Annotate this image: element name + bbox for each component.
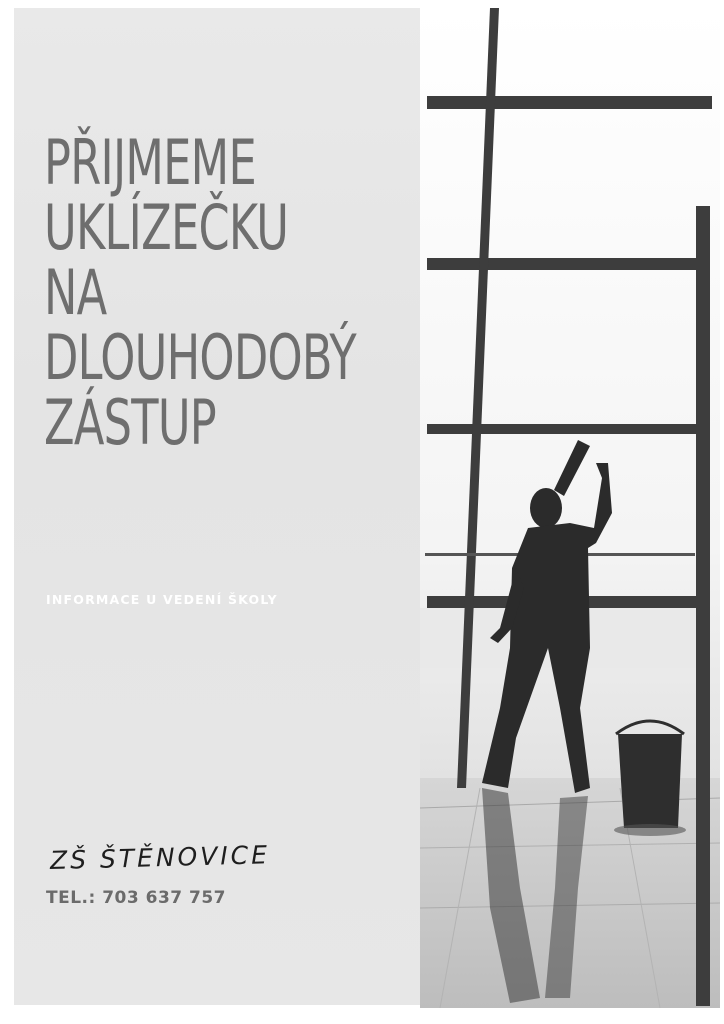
headline-line: PŘIJMEME [44, 126, 256, 199]
bucket [614, 721, 686, 836]
headline-line: NA [44, 256, 107, 329]
info-note: INFORMACE U VEDENÍ ŠKOLY [46, 592, 278, 607]
cleaner-photo [420, 8, 720, 1008]
school-name: ZŠ ŠTĚNOVICE [49, 840, 271, 875]
phone-number: TEL.: 703 637 757 [46, 888, 227, 908]
headline-line: UKLÍZEČKU [44, 191, 289, 264]
headline-line: ZÁSTUP [44, 386, 217, 459]
headline [44, 126, 356, 459]
headline-line: DLOUHODOBÝ [44, 321, 356, 394]
